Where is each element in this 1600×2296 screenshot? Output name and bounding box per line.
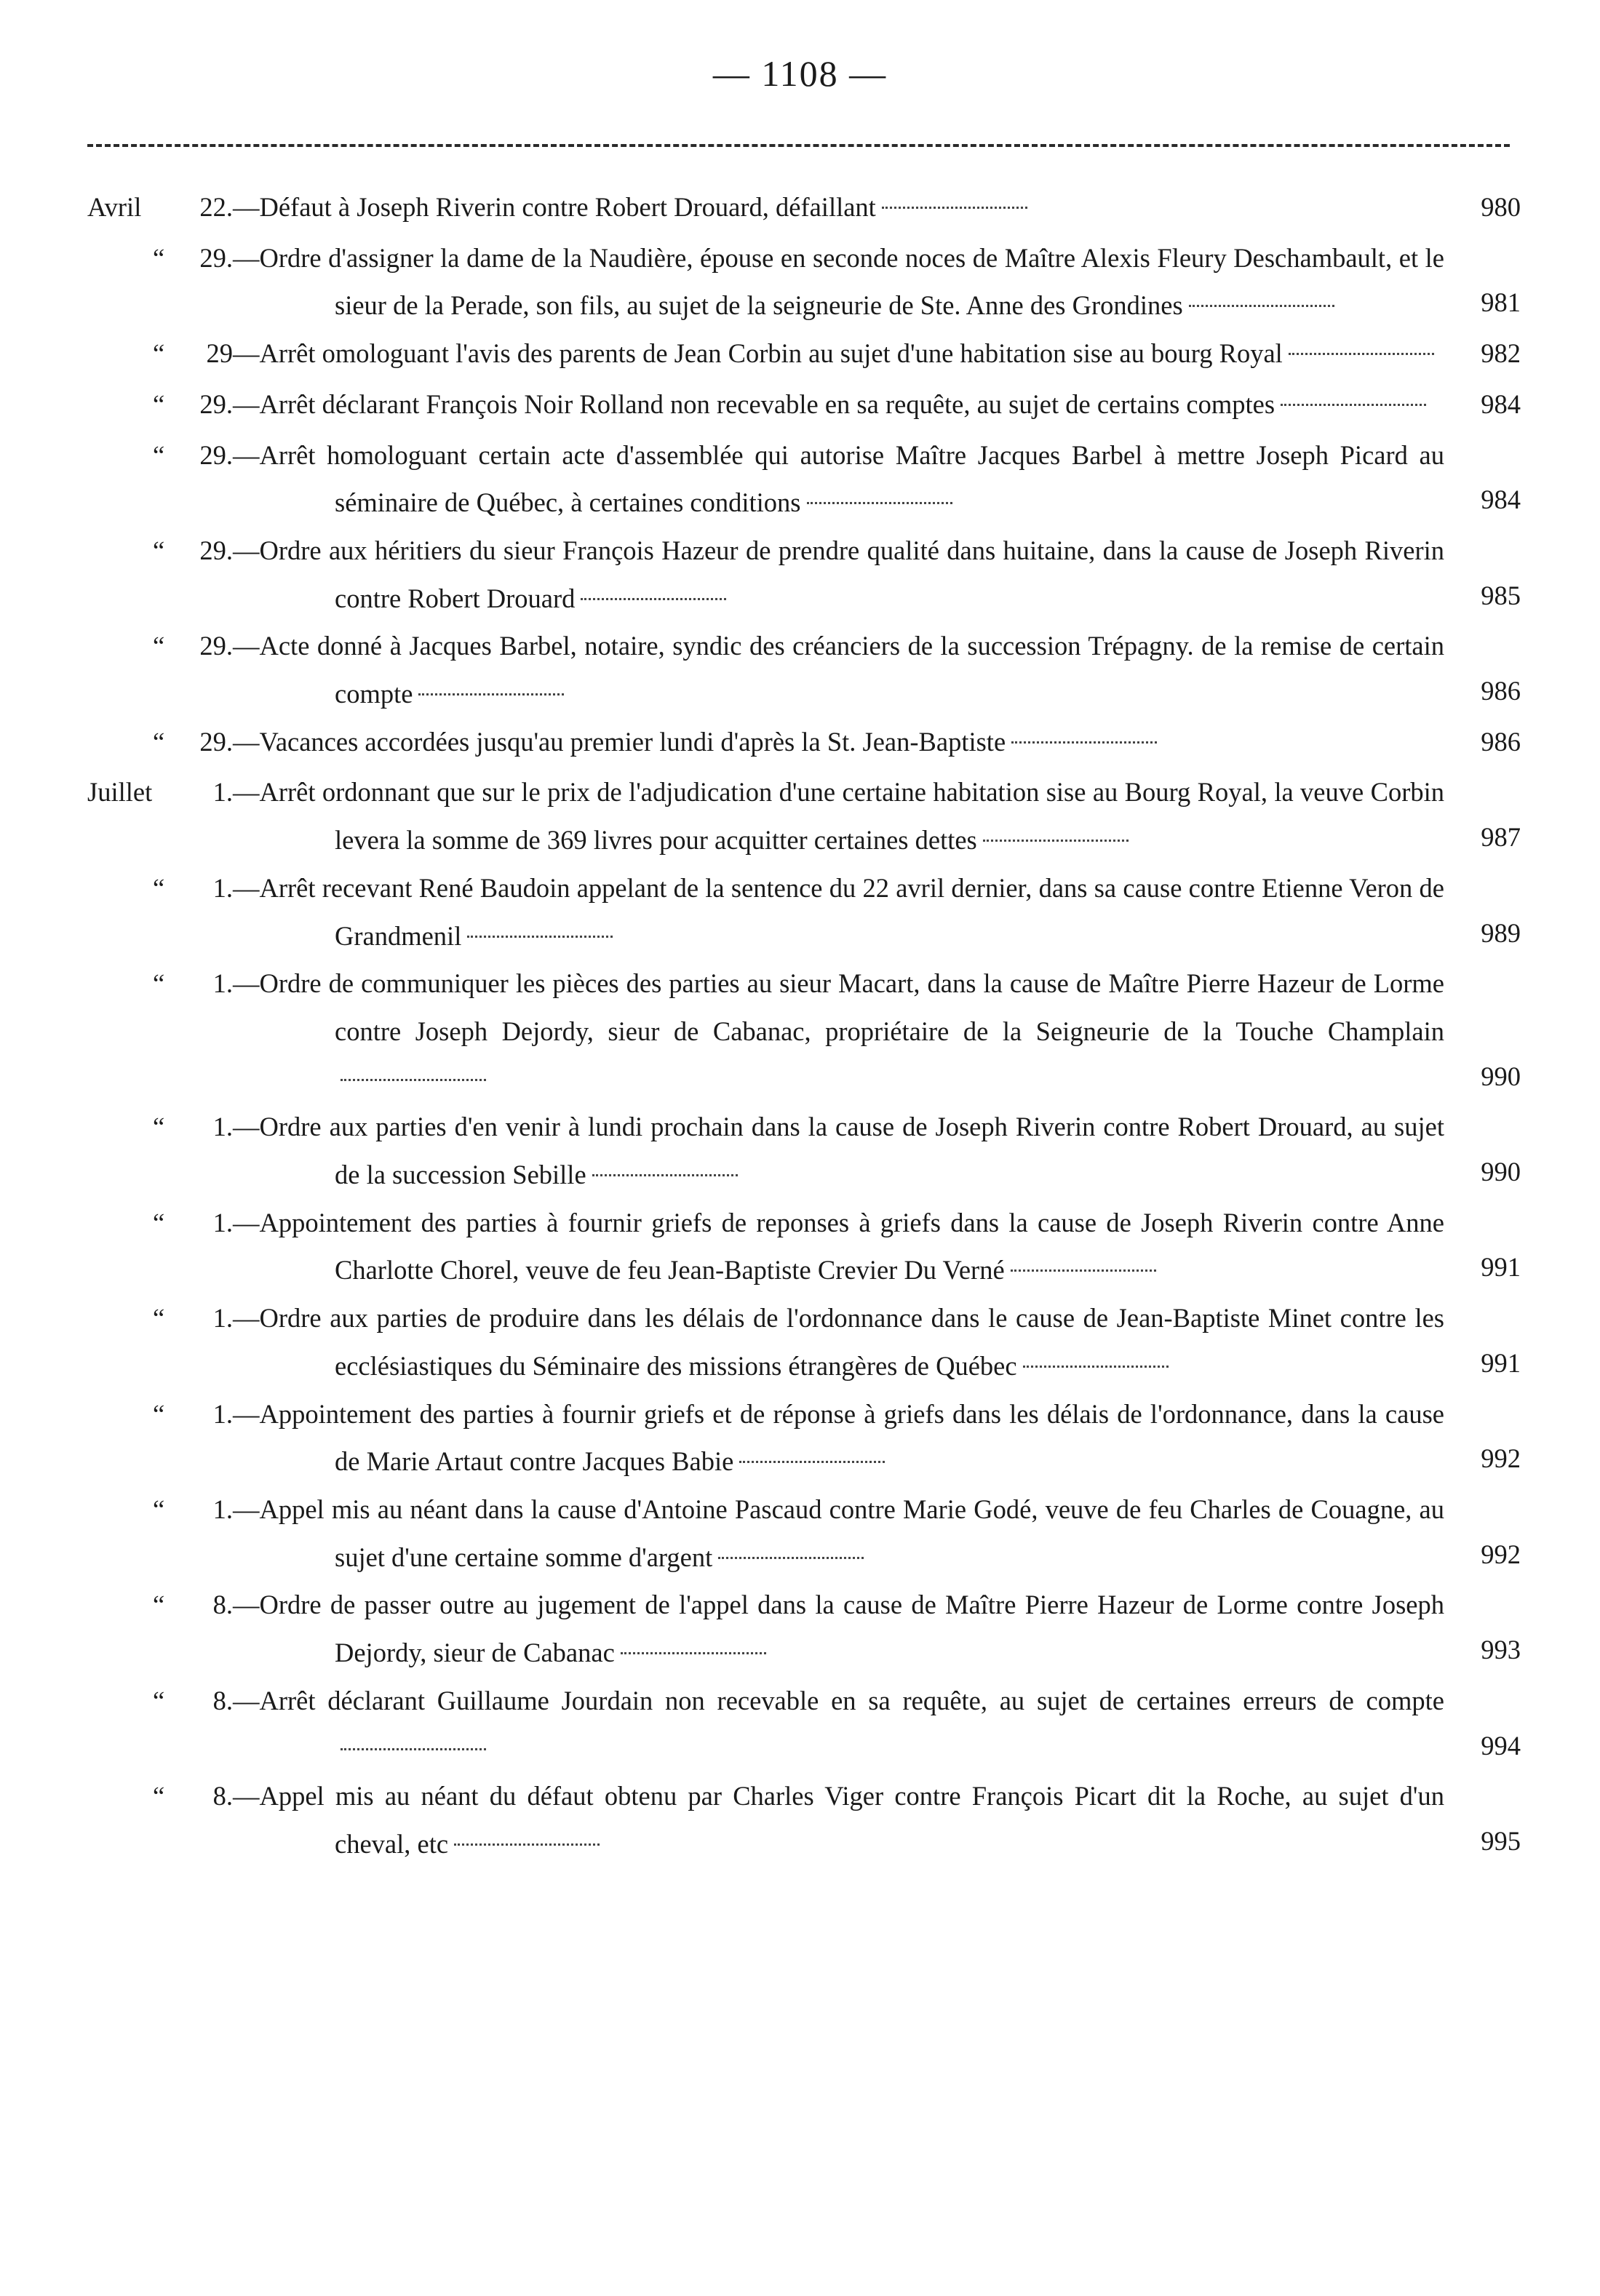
dot-leader <box>418 693 564 695</box>
entry-description <box>233 1772 1444 1868</box>
entry-page-ref: 984 <box>1481 388 1521 419</box>
entry-page-ref: 995 <box>1481 1825 1521 1856</box>
entry-text: —Appel mis au néant du défaut obtenu par Charles Viger contre François Picart dit la Roche, au sujet d'un cheval, etc <box>233 1781 1444 1859</box>
entry-text: —Arrêt recevant René Baudoin appelant de la sentence du 22 avril dernier, dans sa cause contre Etienne Veron de Grandmenil <box>233 872 1444 951</box>
index-entry <box>0 1677 1600 1772</box>
entry-text: —Arrêt déclarant François Noir Rolland non recevable en sa requête, au sujet de certains comptes <box>233 388 1275 419</box>
entry-page-ref: 981 <box>1481 287 1521 318</box>
entry-page-ref: 991 <box>1481 1252 1521 1283</box>
entry-day: 29. <box>199 726 233 757</box>
index-entry <box>0 718 1600 769</box>
entry-day: 1. <box>212 1303 233 1334</box>
entry-day: 29. <box>199 242 233 273</box>
entry-day: 1. <box>212 872 233 903</box>
entry-month: Avril <box>87 192 142 222</box>
entry-page-ref: 994 <box>1481 1730 1521 1761</box>
dot-leader <box>592 1174 738 1176</box>
entry-text: —Ordre aux parties d'en venir à lundi prochain dans la cause de Joseph Riverin contre Robert Drouard, au sujet de la succession Sebille <box>233 1112 1444 1190</box>
entry-month: “ <box>153 872 165 903</box>
dot-leader <box>581 598 726 600</box>
entry-month: “ <box>153 242 165 273</box>
entry-page-ref: 990 <box>1481 1157 1521 1187</box>
entry-description <box>233 1103 1444 1198</box>
entry-month: “ <box>153 439 165 470</box>
entry-month: “ <box>153 338 165 369</box>
entry-description <box>233 380 1444 431</box>
entry-month: Juillet <box>87 777 153 808</box>
entry-day: 1. <box>212 1207 233 1237</box>
index-entry <box>0 864 1600 960</box>
entry-day: 1. <box>212 1112 233 1142</box>
dot-leader <box>621 1652 766 1654</box>
index-entry <box>0 1103 1600 1198</box>
dot-leader <box>1011 741 1157 744</box>
dot-leader <box>467 936 613 938</box>
entry-text: —Arrêt homologuant certain acte d'assemblée qui autorise Maître Jacques Barbel à mettre Joseph Picard au séminaire de Québec, à certaines conditions <box>233 439 1444 518</box>
entry-month: “ <box>153 1398 165 1429</box>
entry-month: “ <box>153 1590 165 1620</box>
entry-description <box>233 1486 1444 1581</box>
entry-description <box>233 622 1444 717</box>
entry-page-ref: 989 <box>1481 917 1521 948</box>
entry-page-ref: 991 <box>1481 1347 1521 1378</box>
entry-description <box>233 768 1444 864</box>
index-entry <box>0 431 1600 527</box>
index-entry <box>0 1581 1600 1676</box>
index-entry <box>0 330 1600 380</box>
entry-page-ref: 990 <box>1481 1061 1521 1091</box>
entry-description <box>233 527 1444 622</box>
index-entry <box>0 183 1600 234</box>
entry-page-ref: 982 <box>1481 338 1521 369</box>
entry-page-ref: 984 <box>1481 485 1521 515</box>
entry-text: —Arrêt omologuant l'avis des parents de Jean Corbin au sujet d'une habitation sise au bourg Royal <box>233 338 1283 369</box>
entry-description <box>233 330 1444 380</box>
entry-description <box>233 431 1444 527</box>
entry-month: “ <box>153 631 165 661</box>
entry-description <box>233 960 1444 1103</box>
dot-leader <box>1281 404 1426 406</box>
entry-description <box>233 1199 1444 1294</box>
entry-day: 8. <box>212 1590 233 1620</box>
entry-month: “ <box>153 1303 165 1334</box>
dot-leader <box>341 1079 486 1081</box>
dot-leader <box>882 207 1027 209</box>
entry-description <box>233 183 1444 234</box>
entry-day: 1. <box>212 777 233 808</box>
entry-description <box>233 1677 1444 1772</box>
header-rule <box>87 144 1510 147</box>
entry-text: —Ordre aux héritiers du sieur François Hazeur de prendre qualité dans huitaine, dans la cause de Joseph Riverin contre Robert Drouard <box>233 535 1444 613</box>
dot-leader <box>1189 305 1334 307</box>
entry-text: —Défaut à Joseph Riverin contre Robert Drouard, défaillant <box>233 192 876 222</box>
entry-day: 1. <box>212 1398 233 1429</box>
index-entry <box>0 960 1600 1103</box>
entry-text: —Ordre de communiquer les pièces des parties au sieur Macart, dans la cause de Maître Pierre Hazeur de Lorme contre Joseph Dejordy, sieur de Cabanac, propriétaire de la Seigneurie de la Touche Champlain <box>233 968 1444 1046</box>
entry-text: —Ordre de passer outre au jugement de l'appel dans la cause de Maître Pierre Hazeur de Lorme contre Joseph Dejordy, sieur de Cabanac <box>233 1590 1444 1668</box>
entry-day: 1. <box>212 968 233 999</box>
entry-page-ref: 980 <box>1481 192 1521 222</box>
entry-description <box>233 864 1444 960</box>
entry-text: —Ordre d'assigner la dame de la Naudière, épouse en seconde noces de Maître Alexis Fleury Deschambault, et le sieur de la Perade, son fils, au sujet de la seigneurie de Ste. Anne des Grondines <box>233 242 1444 321</box>
entry-day: 29. <box>199 439 233 470</box>
entry-month: “ <box>153 726 165 757</box>
entry-month: “ <box>153 1781 165 1811</box>
entry-day: 22. <box>199 192 233 222</box>
entry-page-ref: 985 <box>1481 580 1521 610</box>
entry-month: “ <box>153 1685 165 1715</box>
index-entries <box>0 183 1600 1868</box>
entry-page-ref: 992 <box>1481 1443 1521 1474</box>
entry-month: “ <box>153 1207 165 1237</box>
entry-description <box>233 718 1444 769</box>
index-entry <box>0 234 1600 330</box>
index-entry <box>0 1772 1600 1868</box>
index-entry <box>0 1390 1600 1486</box>
entry-day: 29 <box>206 338 233 369</box>
dot-leader <box>1011 1269 1156 1272</box>
entry-text: —Appointement des parties à fournir griefs de reponses à griefs dans la cause de Joseph Riverin contre Anne Charlotte Chorel, veuve de feu Jean-Baptiste Crevier Du Verné <box>233 1207 1444 1285</box>
entry-text: —Appointement des parties à fournir griefs et de réponse à griefs dans les délais de l'ordonnance, dans la cause de Marie Artaut contre Jacques Babie <box>233 1398 1444 1477</box>
entry-day: 29. <box>199 535 233 565</box>
dot-leader <box>341 1748 486 1750</box>
entry-month: “ <box>153 535 165 565</box>
entry-description <box>233 234 1444 330</box>
entry-day: 8. <box>212 1685 233 1715</box>
entry-description <box>233 1390 1444 1486</box>
index-entry <box>0 380 1600 431</box>
entry-month: “ <box>153 1494 165 1524</box>
entry-description <box>233 1581 1444 1676</box>
dot-leader <box>807 502 952 504</box>
entry-page-ref: 992 <box>1481 1539 1521 1569</box>
entry-month: “ <box>153 1112 165 1142</box>
index-entry <box>0 768 1600 864</box>
index-entry <box>0 1486 1600 1581</box>
entry-text: —Vacances accordées jusqu'au premier lundi d'après la St. Jean-Baptiste <box>233 726 1006 757</box>
page-number: — 1108 — <box>712 53 888 94</box>
entry-text: —Acte donné à Jacques Barbel, notaire, syndic des créanciers de la succession Trépagny. de la remise de certain compte <box>233 631 1444 709</box>
dot-leader <box>1023 1366 1169 1368</box>
index-entry <box>0 1199 1600 1294</box>
entry-text: —Arrêt ordonnant que sur le prix de l'adjudication d'une certaine habitation sise au Bourg Royal, la veuve Corbin levera la somme de 369 livres pour acquitter certaines dettes <box>233 777 1444 856</box>
dot-leader <box>983 840 1129 842</box>
entry-page-ref: 987 <box>1481 822 1521 853</box>
dot-leader <box>1289 353 1434 355</box>
entry-page-ref: 993 <box>1481 1635 1521 1665</box>
entry-day: 29. <box>199 631 233 661</box>
dot-leader <box>718 1557 864 1559</box>
entry-text: —Appel mis au néant dans la cause d'Antoine Pascaud contre Marie Godé, veuve de feu Charles de Couagne, au sujet d'une certaine somme d'argent <box>233 1494 1444 1572</box>
index-entry <box>0 622 1600 717</box>
entry-day: 8. <box>212 1781 233 1811</box>
entry-page-ref: 986 <box>1481 676 1521 706</box>
entry-description <box>233 1294 1444 1390</box>
entry-text: —Ordre aux parties de produire dans les délais de l'ordonnance dans le cause de Jean-Baptiste Minet contre les ecclésiastiques du Séminaire des missions étrangères de Québec <box>233 1303 1444 1381</box>
entry-day: 29. <box>199 388 233 419</box>
index-entry <box>0 527 1600 622</box>
dot-leader <box>454 1843 600 1846</box>
entry-page-ref: 986 <box>1481 726 1521 757</box>
entry-month: “ <box>153 968 165 999</box>
entry-month: “ <box>153 388 165 419</box>
entry-day: 1. <box>212 1494 233 1524</box>
index-entry <box>0 1294 1600 1390</box>
dot-leader <box>739 1461 885 1463</box>
entry-text: —Arrêt déclarant Guillaume Jourdain non recevable en sa requête, au sujet de certaines erreurs de compte <box>233 1685 1444 1715</box>
